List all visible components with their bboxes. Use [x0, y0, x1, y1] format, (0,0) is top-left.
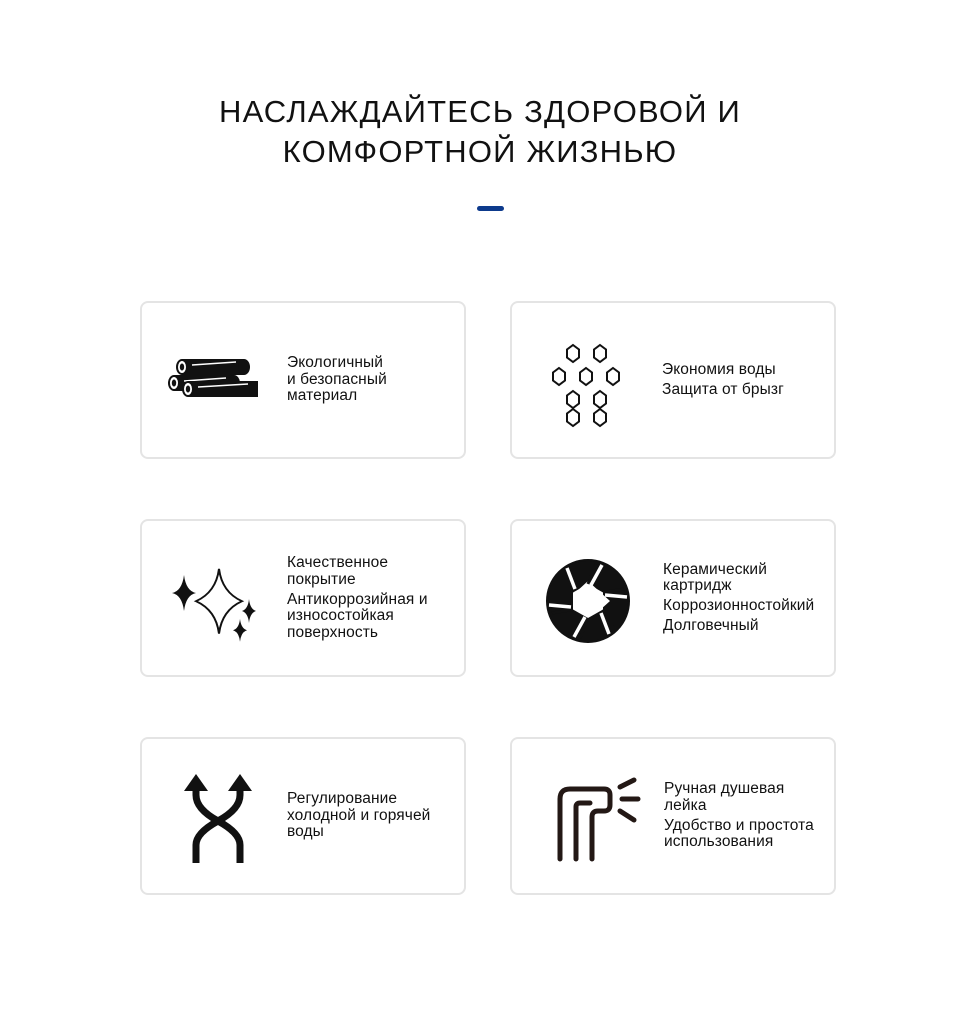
feature-line: использования	[664, 833, 774, 851]
feature-line: Экологичный	[287, 354, 384, 372]
feature-line: Керамический	[663, 560, 767, 578]
feature-card-coating	[140, 519, 466, 677]
feature-line: холодной и горячей	[287, 806, 431, 824]
feature-text	[664, 739, 828, 893]
feature-card-water-saving	[510, 301, 836, 459]
feature-card-material	[140, 301, 466, 459]
feature-line: Защита от брызг	[662, 380, 784, 398]
feature-text	[663, 521, 828, 675]
feature-text	[287, 739, 458, 893]
feature-line: Ручная душевая	[664, 780, 785, 798]
feature-line: Качественное	[287, 554, 389, 571]
feature-line: покрытие	[287, 570, 356, 588]
ceramic-cartridge-icon	[546, 559, 630, 643]
hand-shower-icon	[552, 775, 642, 865]
feature-text	[287, 521, 458, 675]
feature-line: Долговечный	[663, 617, 759, 634]
feature-line: Удобство и простота	[664, 816, 814, 834]
feature-card-hand-shower	[510, 737, 836, 895]
feature-line: материал	[287, 387, 358, 405]
feature-line: Регулирование	[287, 790, 398, 808]
sparkle-icon	[166, 555, 258, 647]
feature-line: лейка	[664, 796, 707, 814]
page-title	[0, 92, 960, 172]
feature-line: Экономия воды	[662, 360, 776, 378]
feature-text	[287, 303, 458, 457]
title-accent-bar	[477, 206, 504, 211]
crossing-arrows-icon	[176, 773, 260, 865]
hexagon-cluster-icon	[542, 341, 634, 433]
pipes-icon	[166, 337, 258, 429]
feature-card-temperature	[140, 737, 466, 895]
feature-line: поверхность	[287, 623, 379, 641]
feature-text	[662, 303, 828, 457]
feature-line: воды	[287, 823, 324, 841]
feature-line: и безопасный	[287, 370, 387, 388]
title-line-2: КОМФОРТНОЙ ЖИЗНЬЮ	[282, 134, 678, 169]
feature-card-cartridge	[510, 519, 836, 677]
feature-line: износостойкая	[287, 607, 394, 624]
feature-line: Антикоррозийная и	[287, 590, 428, 608]
feature-line: картридж	[663, 577, 732, 594]
feature-line: Коррозионностойкий	[663, 597, 815, 614]
title-line-1: НАСЛАЖДАЙТЕСЬ ЗДОРОВОЙ И	[219, 94, 741, 129]
